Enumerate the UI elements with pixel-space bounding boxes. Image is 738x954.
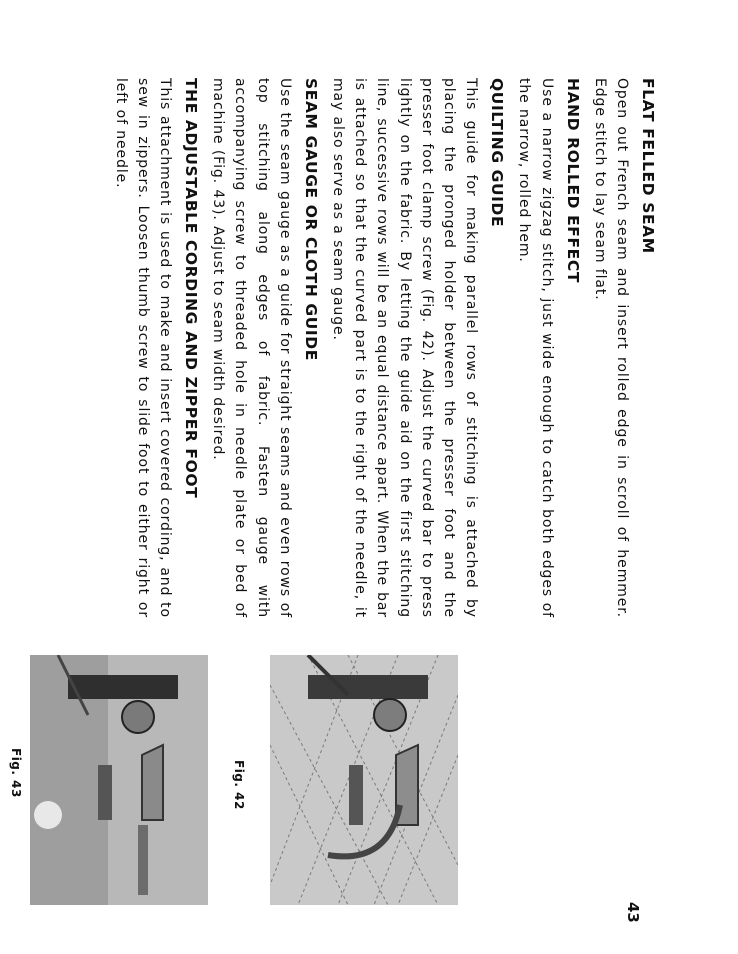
body-quilting-guide: This guide for making parallel rows of stitching is attached by placing the pronged holder between the presser foot and the presser foot clamp screw (Fig. 42). Adjust the curved bar to press lightly on the fabric. By letting the guide aid on the first stitching line, successive rows will be an equal distance apart. When the bar is attached so that the curved part is to the right of the needle, it may also serve as a seam gauge. — [329, 78, 480, 618]
page-number: 43 — [624, 902, 642, 923]
text-column — [103, 78, 658, 618]
body-hand-rolled-effect: Use a narrow zigzag stitch, just wide enough to catch both edges of the narrow, rolled hem. — [516, 78, 555, 618]
heading-quilting-guide: QUILTING GUIDE — [488, 78, 507, 228]
figure-42-caption: Fig. 42 — [232, 760, 246, 810]
seam-gauge-illustration — [30, 655, 208, 905]
figure-43-photo — [30, 655, 208, 905]
body-seam-gauge: Use the seam gauge as a guide for straight seams and even rows of top stitching along edges of fabric. Fasten gauge with accompanying screw to threaded hole in needle plate or bed of machine (Fig. 43). Adjust to seam width desired. — [210, 78, 293, 618]
figure-42-photo — [270, 655, 458, 905]
heading-hand-rolled-effect: HAND ROLLED EFFECT — [563, 78, 582, 284]
heading-cording-zipper-foot: THE ADJUSTABLE CORDING AND ZIPPER FOOT — [181, 78, 200, 499]
quilting-guide-illustration — [270, 655, 458, 905]
heading-seam-gauge: SEAM GAUGE OR CLOTH GUIDE — [301, 78, 320, 361]
figure-43-caption: Fig. 43 — [9, 748, 23, 798]
body-cording-zipper-foot: This attachment is used to make and insert covered cording, and to sew in zippers. Loosen thumb screw to slide foot to either right or left of needle. — [112, 78, 173, 618]
body-flat-felled-seam: Open out French seam and insert rolled edge in scroll of hemmer. Edge stitch to lay seam flat. — [591, 78, 630, 618]
heading-flat-felled-seam: FLAT FELLED SEAM — [639, 78, 657, 254]
